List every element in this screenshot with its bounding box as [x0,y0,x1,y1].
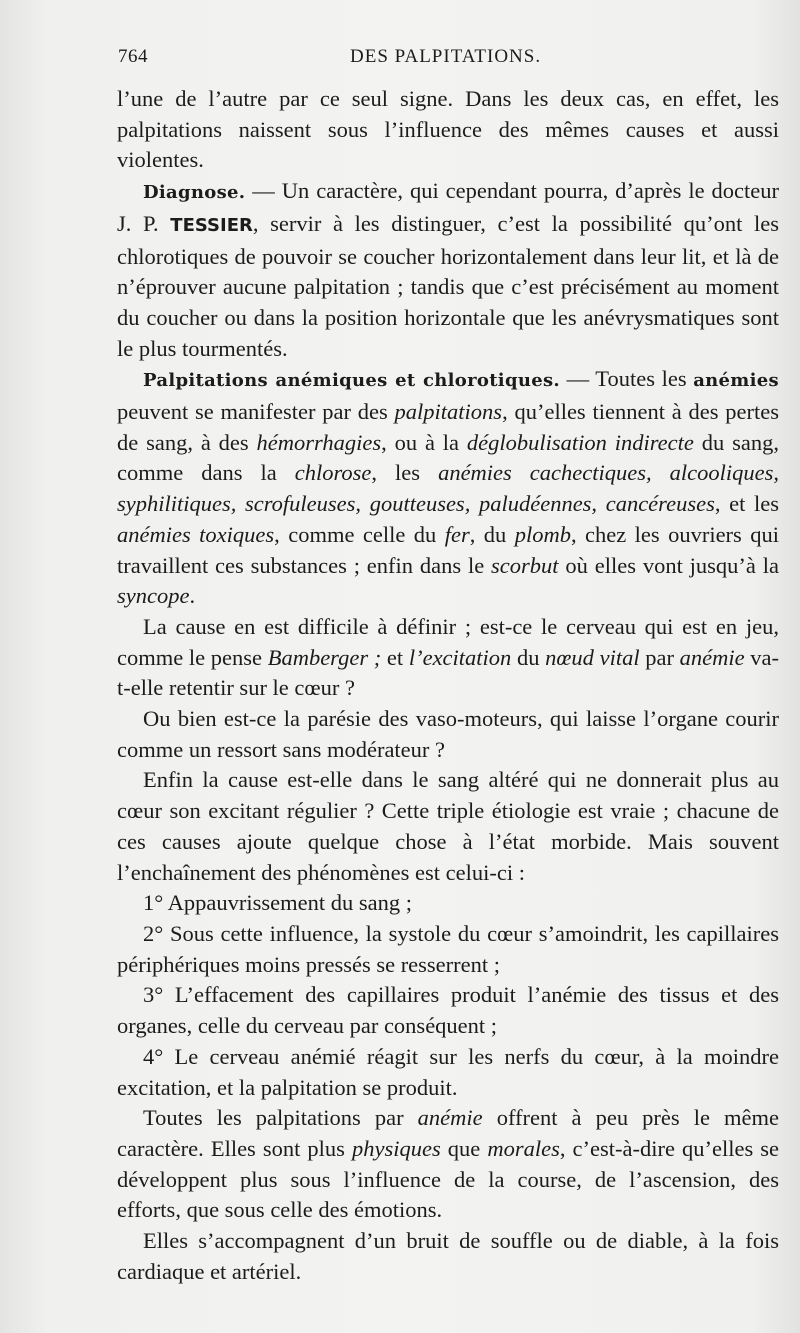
page-header [118,46,780,74]
paragraph-palpitations-anemiques: Palpitations anémiques et chlorotiques. — Toutes les anémies peuvent se manifester par des palpitations, qu’elles tiennent à des pertes de sang, à des hémorrhagies, ou à la déglobulisation indirecte du sang, comme dans la chlorose, les anémies cachectiques, alcooliques, syphilitiques, scrofuleuses, goutteuses, paludéennes, cancéreuses, et les anémies toxiques, comme celle du fer, du plomb, chez les ouvriers qui travaillent ces substances ; enfin dans le scorbut où elles vont jusqu’à la syncope. [117,366,780,609]
list-item: 3° L’effacement des capillaires produit l’anémie des tissus et des organes, celle du cerveau par conséquent ; [117,982,779,1039]
list-item: 1° Appauvrissement du sang ; [143,890,412,916]
paragraph-caractere: Toutes les palpitations par anémie offrent à peu près le même caractère. Elles sont plus physiques que morales, c’est-à-dire qu’elles se développent plus sous l’influence de la course, de l’ascension, des efforts, que sous celle des émotions. [117,1105,779,1223]
rubric-heading: Diagnose. [143,182,246,204]
author-name: TESSIER [170,214,253,236]
page-number: 764 [118,46,148,67]
rubric-term: anémies [693,370,779,392]
paragraph-continuation: l’une de l’autre par ce seul signe. Dans les deux cas, en effet, les palpitations naissent sous l’influence des mêmes causes et aussi violentes. [117,86,779,173]
paragraph-diagnose: Diagnose. — Un caractère, qui cependant pourra, d’après le docteur J. P. TESSIER, servir à les distinguer, c’est la possibilité qu’ont les chlorotiques de pouvoir se coucher horizontalement dans leur lit, et là de n’éprouver aucune palpitation ; tandis que c’est précisément au moment du coucher ou dans la position horizontale que les anévrysmatiques sont le plus tourmentés. [117,178,779,361]
paragraph-paresie: Ou bien est-ce la parésie des vaso-moteurs, qui laisse l’organe courir comme un ressort sans modérateur ? [117,706,779,762]
paragraph-souffle: Elles s’accompagnent d’un bruit de souffle ou de diable, à la fois cardiaque et artériel. [117,1228,779,1284]
rubric-heading: Palpitations anémiques et chlorotiques. [143,370,560,392]
paragraph-etiologie: Enfin la cause est-elle dans le sang altéré qui ne donnerait plus au cœur son excitant régulier ? Cette triple étiologie est vraie ; chacune de ces causes ajoute quelque chose à l’état morbide. Mais souvent l’enchaînement des phénomènes est celui-ci : [117,767,779,885]
running-title: DES PALPITATIONS. [350,46,542,67]
list-item: 2° Sous cette influence, la systole du cœur s’amoindrit, les capillaires périphériques moins pressés se resserrent ; [117,920,779,977]
body-text [117,84,779,1287]
list-item: 4° Le cerveau anémié réagit sur les nerfs du cœur, à la moindre excitation, et la palpitation se produit. [117,1043,779,1100]
paragraph-cause: La cause en est difficile à définir ; est-ce le cerveau qui est en jeu, comme le pense Bamberger ; et l’excitation du nœud vital par anémie va-t-elle retentir sur le cœur ? [117,613,780,701]
